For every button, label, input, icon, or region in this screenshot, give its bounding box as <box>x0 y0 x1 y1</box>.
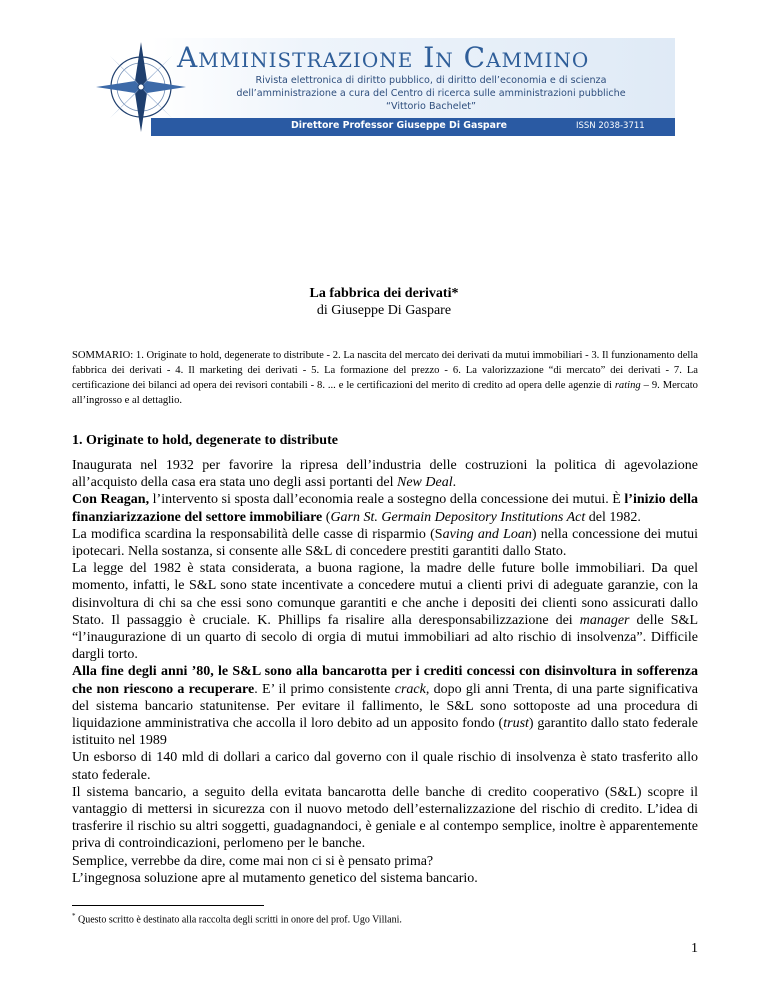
italic-run: manager <box>579 612 630 628</box>
text-run: ) nella concessione dei mutui ipotecari. Nella sostanza, si consente alle S&L di concedere prestiti garantiti dallo Stato. <box>72 526 698 560</box>
text-run: L’ingegnosa soluzione apre al mutamento genetico del sistema bancario. <box>72 870 478 886</box>
italic-run: aving and Loan <box>442 526 532 542</box>
journal-banner <box>91 38 675 136</box>
italic-run: New Deal <box>397 475 453 491</box>
subtitle-line: dell’amministrazione a cura del Centro di ricerca sulle amministrazioni pubbliche <box>236 88 626 99</box>
text-run: ) garantito dallo stato federale istituito nel 1989 <box>72 716 699 749</box>
article-body <box>72 457 698 887</box>
text-run: Inaugurata nel 1932 per favorire la ripresa dell’industria delle costruzioni la politica di agevolazione all’acquisto della casa era stata uno degli assi portanti del <box>72 458 698 491</box>
summary-text: – 9. Mercato all’ingrosso e al dettaglio. <box>72 380 698 406</box>
text-run: . <box>452 475 457 491</box>
italic-run: trust <box>503 716 529 732</box>
bold-run: l’inizio della finanziarizzazione del settore immobiliare <box>72 492 698 525</box>
italic-run: Garn St. Germain Depository Institutions Act <box>330 509 586 525</box>
bold-run: Alla fine degli anni ’80, le S&L sono alla bancarotta per i crediti concessi con disinvoltura in sofferenza che non riescono a recuperare <box>72 664 698 697</box>
paragraph <box>72 853 698 870</box>
text-run: , dopo gli anni Trenta, di una parte significativa del sistema bancario statunitense. Per evitare il fallimento, le S&L sono sottoposte ad una procedura di liquidazione amministrativa che accolla il loro debito ad un apposito fondo ( <box>72 681 699 732</box>
magazine-title: Amministrazione In Cammino <box>177 41 590 74</box>
paragraph <box>72 457 698 491</box>
text-run: Un esborso di 140 mld di dollari a carico dal governo con il quale rischio di insolvenza è stato trasferito allo stato federale. <box>72 750 698 783</box>
footnote-rule <box>72 905 264 906</box>
section-heading: 1. Originate to hold, degenerate to distribute <box>72 433 338 448</box>
bold-run: Con Reagan, <box>72 492 150 508</box>
footnote <box>72 912 402 925</box>
article-title: La fabbrica dei derivati* <box>309 286 459 301</box>
page-number: 1 <box>691 941 698 956</box>
text-run: Il sistema bancario, a seguito della evitata bancarotta delle banche di credito cooperativo (S&L) scopre il vantaggio di mettersi in sicurezza con il nuovo metodo dell’esternalizzazione del rischio di credito. L’idea di trasferire il rischio su altri soggetti, guadagnandoci, è geniale e al contempo semplice, inoltre è apparentemente priva di controindicazioni, perlomeno per le banche. <box>72 784 698 852</box>
text-run: delle S&L “l’inaugurazione di un quarto di secolo di orgia di mutui immobiliari ad alto rischio di insolvenza”. Difficile dargli torto. <box>72 612 698 663</box>
paragraph <box>72 663 698 749</box>
text-run: La modifica scardina la responsabilità delle casse di risparmio (S <box>72 526 443 542</box>
subtitle-line: Rivista elettronica di diritto pubblico, di diritto dell’economia e di scienza <box>255 75 607 86</box>
text-run: Semplice, verrebbe da dire, come mai non ci si è pensato prima? <box>72 853 434 869</box>
footnote-text: Questo scritto è destinato alla raccolta degli scritti in onore del prof. Ugo Villani. <box>75 914 402 926</box>
text-run: ( <box>322 509 331 525</box>
summary-text: SOMMARIO: 1. Originate to hold, degenerate to distribute - 2. La nascita del mercato dei derivati da mutui immobiliari - 3. Il funzionamento della fabbrica dei derivati - 4. Il marketing dei derivati - 5. La formazione del prezzo - 6. La valorizzazione “di mercato” dei derivati - 7. La certificazione dei bilanci ad opera dei revisori contabili - 8. ... e le certificazioni del merito di credito ad opera delle agenzie di <box>72 350 698 391</box>
summary-italic: rating <box>614 380 641 391</box>
text-run: l’intervento si sposta dall’economia reale a sostegno della concessione dei mutui. È <box>149 492 625 508</box>
paragraph <box>72 560 698 663</box>
text-run: La legge del 1982 è stata considerata, a buona ragione, la madre delle future bolle immobiliari. Da quel momento, infatti, le S&L sono state incentivate a concedere mutui a clienti privi di adeguate garanzie, con la disinvoltura di chi sa che essi sono comunque garantiti e che anche i depositi dei clienti sono assicurati dallo Stato. Il passaggio è cruciale. K. Phillips fa risalire alla deresponsabilizzazione dei <box>72 561 698 628</box>
subtitle-line: “Vittorio Bachelet” <box>386 101 476 112</box>
italic-run: crack <box>394 681 426 697</box>
paragraph <box>72 784 698 853</box>
paragraph <box>72 491 698 525</box>
compass-rose-icon <box>91 38 191 136</box>
director-line: Direttore Professor Giuseppe Di Gaspare <box>291 120 507 131</box>
magazine-subtitle <box>191 74 671 113</box>
summary <box>72 348 698 408</box>
paragraph <box>72 870 698 887</box>
text-run: del 1982. <box>585 509 641 525</box>
text-run: . E’ il primo consistente <box>254 681 395 697</box>
article-author: di Giuseppe Di Gaspare <box>316 303 452 318</box>
paragraph <box>72 749 698 783</box>
paragraph <box>72 526 698 560</box>
footnote-mark: * <box>72 912 76 920</box>
issn-label: ISSN 2038-3711 <box>576 121 645 131</box>
